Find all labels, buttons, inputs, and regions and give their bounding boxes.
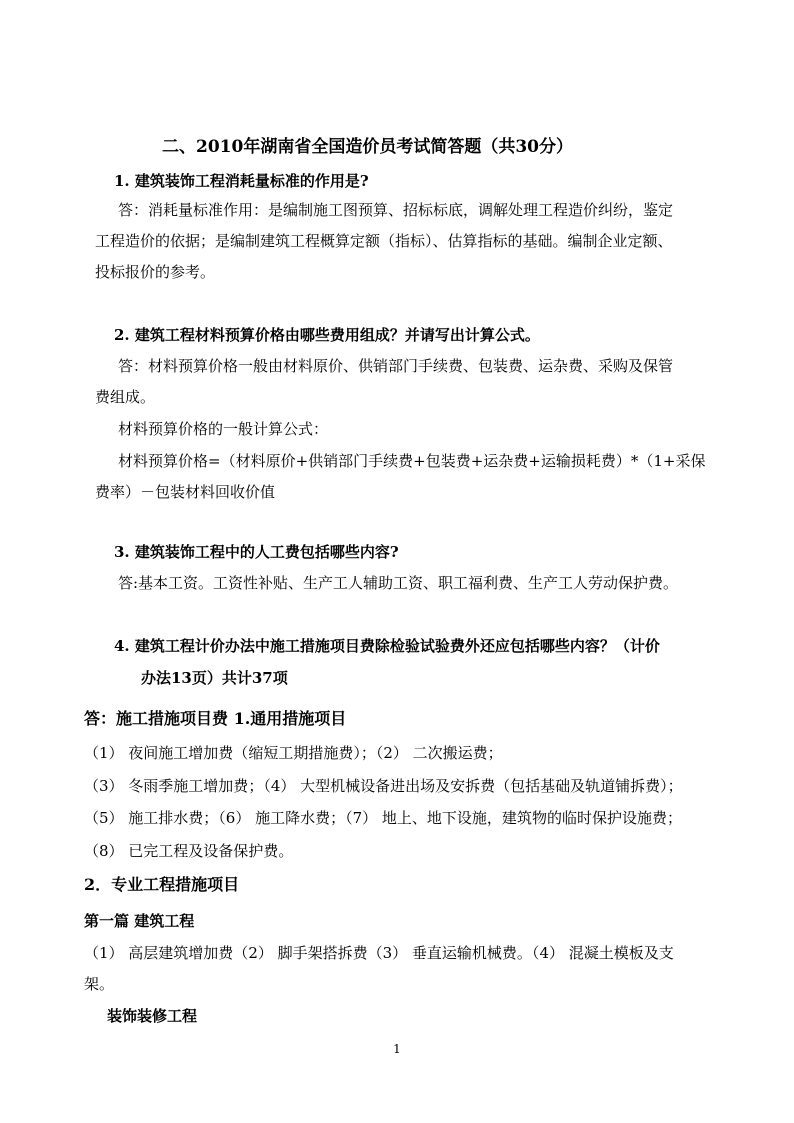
page-number: 1 — [393, 1042, 401, 1056]
question-4-line-2: 办法13页）共计37项 — [141, 669, 288, 687]
measure-item-line-1: （1） 夜间施工增加费（缩短工期措施费）；（2） 二次搬运费； — [84, 744, 503, 762]
part-1-item-line-2: 架。 — [84, 975, 115, 993]
answer-1-line-1: 答：消耗量标准作用：是编制施工图预算、招标标底，调解处理工程造价纠纷，鉴定 — [118, 201, 674, 219]
question-2: 2. 建筑工程材料预算价格由哪些费用组成？并请写出计算公式。 — [114, 326, 540, 344]
answer-2-line-5: 费率）－包装材料回收价值 — [95, 483, 276, 501]
answer-2-line-2: 费组成。 — [95, 388, 156, 406]
answer-2-line-3: 材料预算价格的一般计算公式： — [118, 420, 329, 438]
answer-1-line-2: 工程造价的依据；是编制建筑工程概算定额（指标）、估算指标的基础。编制企业定额、 — [95, 232, 673, 250]
measure-item-line-3: （5） 施工排水费；（6） 施工降水费；（7） 地上、地下设施，建筑物的临时保护设施费； — [84, 809, 682, 827]
section-2-heading: 2．专业工程措施项目 — [84, 875, 240, 894]
part-1-item-line-1: （1） 高层建筑增加费（2） 脚手架搭拆费（3） 垂直运输机械费。（4） 混凝土模板及支 — [84, 944, 674, 962]
page-title: 二、2010年湖南省全国造价员考试简答题（共30分） — [162, 137, 573, 157]
answer-2-line-4: 材料预算价格=（材料原价+供销部门手续费+包装费+运杂费+运输损耗费）*（1+采保 — [118, 452, 706, 470]
measure-item-line-4: （8） 已完工程及设备保护费。 — [84, 842, 294, 860]
part-2-heading: 装饰装修工程 — [107, 1007, 198, 1025]
answer-3-line-1: 答:基本工资。工资性补贴、生产工人辅助工资、职工福利费、生产工人劳动保护费。 — [118, 574, 679, 592]
measure-item-line-2: （3） 冬雨季施工增加费；（4） 大型机械设备进出场及安拆费（包括基础及轨道铺拆费）； — [84, 777, 683, 795]
part-1-heading: 第一篇 建筑工程 — [84, 912, 195, 930]
answer-2-line-1: 答：材料预算价格一般由材料原价、供销部门手续费、包装费、运杂费、采购及保管 — [118, 357, 674, 375]
answer-1-line-3: 投标报价的参考。 — [95, 263, 216, 281]
question-1: 1. 建筑装饰工程消耗量标准的作用是? — [114, 172, 369, 190]
question-4-line-1: 4. 建筑工程计价办法中施工措施项目费除检验试验费外还应包括哪些内容？（计价 — [114, 637, 660, 655]
question-3: 3. 建筑装饰工程中的人工费包括哪些内容? — [114, 543, 399, 561]
answer-4-heading: 答：施工措施项目费 1.通用措施项目 — [84, 709, 347, 728]
